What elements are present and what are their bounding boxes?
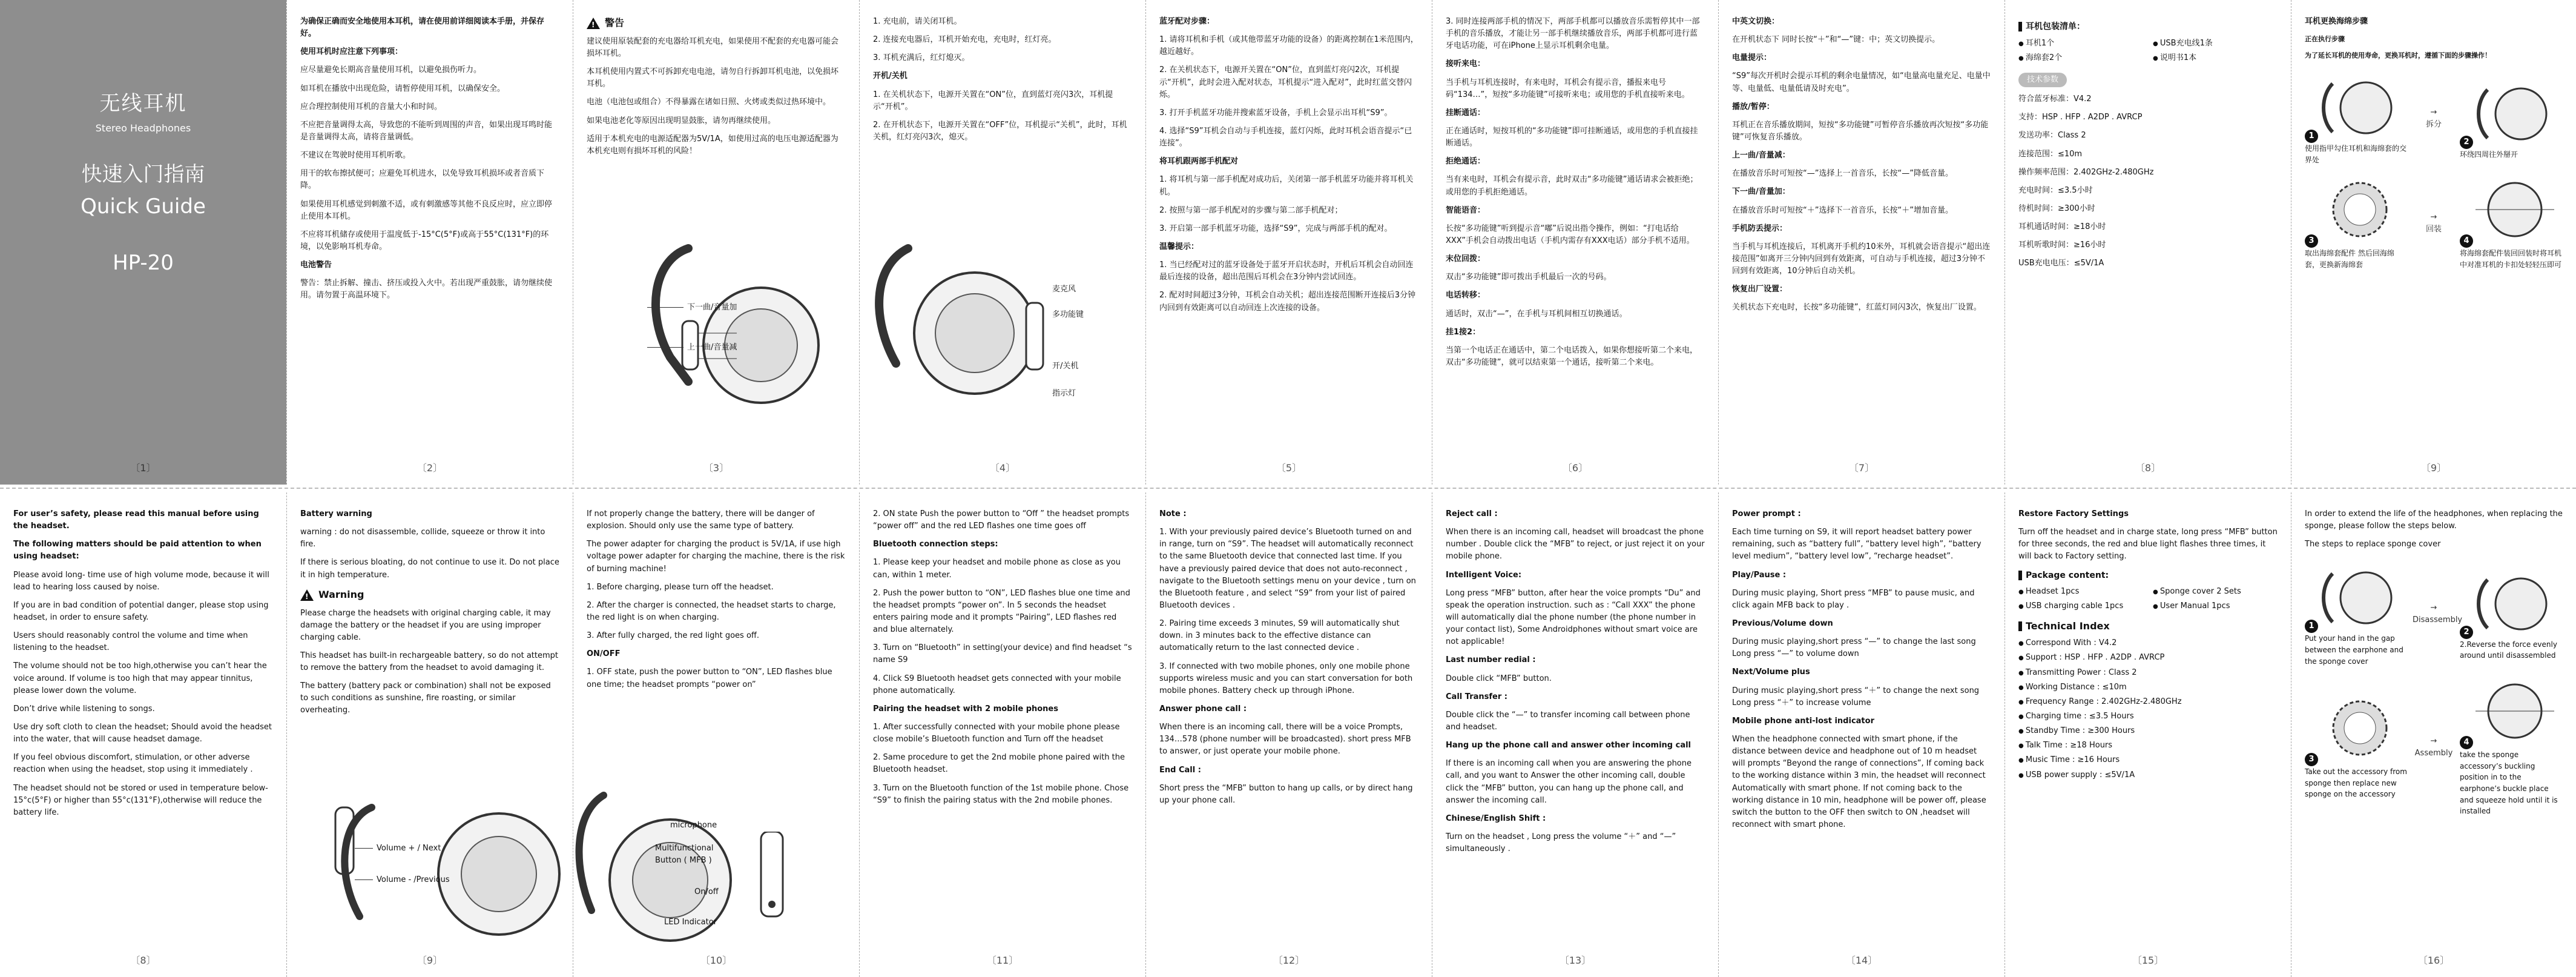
paragraph: 为确保正确而安全地使用本耳机，请在使用前详细阅读本手册，并保存好。 xyxy=(300,17,545,39)
paragraph: Double click the “—” to transfer incoming call between phone and headset. xyxy=(1446,710,1690,732)
paragraph: 3. 开启第一部手机蓝牙功能，选择“S9”，完成与两部手机的配对。 xyxy=(1159,224,1392,233)
label-mfb: Multifunctional Button ( MFB ) xyxy=(655,844,714,866)
spec-item: ● Working Distance : ≤10m xyxy=(2018,681,2278,694)
page-number: 〔9〕 xyxy=(2420,462,2447,474)
page-number: 〔7〕 xyxy=(1848,462,1875,474)
paragraph: 1. OFF state, push the power button to “ON”, LED flashes blue one time; the headset prompts “power on” xyxy=(587,667,832,689)
paragraph: 蓝牙配对步骤： xyxy=(1159,17,1215,26)
paragraph: 2. ON state Push the power button to “Off ” the headset prompts “power off” and the red LED flashes one time goes off xyxy=(873,509,1130,531)
page-number: 〔6〕 xyxy=(1562,462,1589,474)
paragraph: 2. 配对时间超过3分钟，耳机会自动关机；超出连接范围断开连接后3分钟内回到有效距离可以自动回连上次连接的设备。 xyxy=(1159,291,1416,313)
spec-item: 操作频率范围：2.402GHz-2.480GHz xyxy=(2018,167,2154,177)
paragraph: 将耳机跟两部手机配对 xyxy=(1159,157,1239,167)
step-number: 1 xyxy=(2305,620,2318,633)
paragraph: 本耳机使用内置式不可拆卸充电电池，请勿自行拆卸耳机电池，以免损坏耳机。 xyxy=(587,67,839,89)
spec-item: ● Correspond With : V4.2 xyxy=(2018,637,2278,649)
paragraph: 4. Click S9 Bluetooth headset gets connected with your mobile phone automatically. xyxy=(873,674,1121,695)
step-row xyxy=(2305,561,2563,667)
page-number: 〔1〕 xyxy=(130,462,156,474)
spec-item: ● Support : HSP . HFP . A2DP . AVRCP xyxy=(2018,652,2278,664)
panel-en-warning xyxy=(286,492,573,977)
page-number: 〔4〕 xyxy=(989,462,1016,474)
paragraph: 恢复出厂设置： xyxy=(1732,285,1788,294)
paragraph: 长按“多功能键”听到提示音“嘟”后说出指令操作，例如：“打电话给XXX”手机会自动拨出电话（手机内需存有XXX电话）部分手机不适用。 xyxy=(1446,224,1695,245)
spec-item: 耳机听歌时间：≥16小时 xyxy=(2018,240,2106,250)
step-illustration xyxy=(2476,568,2554,634)
paragraph: 如耳机在播放中出现危险，请暂停使用耳机，以确保安全。 xyxy=(300,84,506,93)
arrow-label: Assembly xyxy=(2414,748,2453,758)
spec-item: ● Charging time : ≤3.5 Hours xyxy=(2018,710,2278,723)
paragraph: Power prompt : xyxy=(1732,509,1801,518)
label-mfb: 多功能键 xyxy=(1052,310,1084,319)
paragraph: Don’t drive while listening to songs. xyxy=(13,704,155,714)
paragraph: 1. 充电前，请关闭耳机。 xyxy=(873,17,962,26)
paragraph: For user’s safety, please read this manual before using the headset. xyxy=(13,509,259,531)
list-item: ● Sponge cover 2 Sets xyxy=(2153,586,2278,598)
step-number: 3 xyxy=(2305,753,2318,766)
paragraph: Battery warning xyxy=(300,509,372,518)
step-4 xyxy=(2460,176,2563,270)
spec-item: ● USB power supply : ≤5V/1A xyxy=(2018,769,2278,781)
heading-text: Technical Index xyxy=(2026,620,2110,632)
label-volume-next xyxy=(355,843,441,855)
section-subtitle: 正在执行步骤 xyxy=(2305,35,2345,44)
paragraph: 开机/关机 xyxy=(873,71,908,81)
arrow-label: 回装 xyxy=(2425,225,2442,234)
paragraph: 1. 请将耳机和手机（或其他带蓝牙功能的设备）的距离控制在1米范围内，越近越好。 xyxy=(1159,35,1418,57)
paragraph: 3. After fully charged, the red light goes off. xyxy=(587,631,759,641)
paragraph: 在播放音乐时可短按“＋”选择下一首音乐，长按“＋”增加音量。 xyxy=(1732,205,1953,215)
cover-model: HP-20 xyxy=(113,250,174,275)
spec-list xyxy=(2018,93,2278,270)
paragraph: The following matters should be paid attention to when using headset: xyxy=(13,540,262,561)
page-number: 〔9〕 xyxy=(417,955,443,967)
label-volume-previous xyxy=(355,874,450,886)
paragraph: 下一曲/音量加： xyxy=(1732,187,1790,197)
paragraph: Pairing the headset with 2 mobile phones xyxy=(873,704,1058,714)
step-caption: 使用指甲勾住耳机和海绵套的交界处 xyxy=(2305,144,2407,164)
panel-en-specs xyxy=(2004,492,2291,977)
tech-spec-list xyxy=(2018,637,2278,781)
paragraph: If you are in bad condition of potential danger, please stop using headset, in order to ensure safety. xyxy=(13,600,269,622)
step-illustration xyxy=(2321,561,2399,628)
step-illustration xyxy=(2321,176,2399,243)
paragraph: 1. With your previously paired device’s Bluetooth turned on and in range, turn on “S9”. The headset will automatically reconnect to the same Bluetooth device that connected last time. If you have a previously paired device that does not auto-reconnect , navigate to the Bluetooth settings menu on your device , turn on the Bluetooth feature , and select “S9” from your list of paired Bluetooth devices . xyxy=(1159,528,1416,610)
paragraph: 3. Turn on “Bluetooth” in setting(your device) and find headset “s name S9 xyxy=(873,643,1132,665)
paragraph: The volume should not be too high,otherwise you can’t hear the voice around. If volume is too high that may appear tinnitus, please lower down the volume. xyxy=(13,661,267,695)
paragraph: 1. 当已经配对过的蓝牙设备处于蓝牙开启状态时，开机后耳机会自动回连最后连接的设备，超出范围后耳机会在3分钟内尝试回连。 xyxy=(1159,260,1414,282)
paragraph: Note : xyxy=(1159,509,1187,518)
panel-cn-pairing xyxy=(1145,0,1432,485)
bullet-bar xyxy=(2018,571,2022,580)
paragraph: 1. Please keep your headset and mobile phone as close as you can, within 1 meter. xyxy=(873,558,1121,580)
paragraph: 2. After the charger is connected, the headset starts to charge, the red light is on when charging. xyxy=(587,600,836,622)
reset-text: Turn off the headset and in charge state, long press “MFB” button for three seconds, the red and blue light flashes three times, it will back to Factory setting. xyxy=(2018,528,2278,561)
spec-item: ● Music Time : ≥16 Hours xyxy=(2018,754,2278,766)
page-number: 〔2〕 xyxy=(417,462,443,474)
step-2 xyxy=(2460,568,2563,661)
step-number: 2 xyxy=(2460,626,2473,639)
list-item: ● Headset 1pcs xyxy=(2018,586,2143,598)
paragraph: 上一曲/音量减： xyxy=(1732,151,1790,161)
label-microphone: microphone xyxy=(670,821,717,830)
paragraph: Next/Volume plus xyxy=(1732,667,1810,677)
paragraph: 电量提示： xyxy=(1732,53,1772,63)
step-1 xyxy=(2305,561,2408,667)
cover-guide-cn: 快速入门指南 xyxy=(81,162,205,187)
cover-title-cn: 无线耳机 xyxy=(99,91,187,116)
label-led: LED Indicator xyxy=(664,918,717,927)
paragraph: If you feel obvious discomfort, stimulation, or other adverse reaction when using the headset, stop using it immediately . xyxy=(13,753,253,775)
list-item: ● 耳机1个 xyxy=(2018,38,2143,50)
page-number: 〔10〕 xyxy=(700,955,733,967)
spec-item: 支持：HSP . HFP . A2DP . AVRCP xyxy=(2018,113,2143,122)
warning-title: Warning xyxy=(318,588,364,600)
tech-heading xyxy=(2018,619,2278,634)
step-illustration xyxy=(2321,695,2399,761)
step-number: 4 xyxy=(2460,234,2473,248)
paragraph: 末位回拨： xyxy=(1446,254,1486,264)
page-number: 〔14〕 xyxy=(1845,955,1878,967)
arrow-disassembly: → Disassembly xyxy=(2413,603,2463,625)
paragraph: Answer phone call : xyxy=(1159,704,1247,714)
paragraph: 中英文切换： xyxy=(1732,17,1780,26)
list-item: ● 海绵套2个 xyxy=(2018,52,2143,64)
step-1 xyxy=(2305,71,2408,165)
paragraph: This headset has built-in rechargeable battery, so do not attempt to remove the battery from the headset to avoid damaging it. xyxy=(300,651,558,673)
paragraph: If there is an incoming call when you are answering the phone call, and you want to Answer the other incoming call, double click the “MFB” button, you can hang up the phone call, and answer the incoming call. xyxy=(1446,759,1692,805)
cover-title-en: Stereo Headphones xyxy=(95,122,191,134)
spec-item: ● Transmitting Power : Class 2 xyxy=(2018,667,2278,679)
panel-en-safety xyxy=(0,492,286,977)
page-number: 〔5〕 xyxy=(1276,462,1302,474)
paragraph: 2. 在开机状态下，电源开关置在“OFF”位，耳机提示“关机”，此时，耳机关机，红灯亮闪3次，熄灭。 xyxy=(873,120,1127,142)
section-intro: 为了延长耳机的使用寿命，更换耳机时，遵循下面的步骤操作！ xyxy=(2305,51,2491,60)
label-text: Volume + / Next xyxy=(377,844,441,853)
label-text: 下一曲/音量加 xyxy=(687,303,737,312)
paragraph: If not properly change the battery, there will be danger of explosion. Should only use the same type of battery. xyxy=(587,509,815,531)
label-led: 指示灯 xyxy=(1052,389,1076,398)
step-number: 3 xyxy=(2305,234,2318,248)
arrow-label: 拆分 xyxy=(2425,119,2442,129)
paragraph: Turn on the headset , Long press the volume “＋” and “—” simultaneously . xyxy=(1446,832,1676,854)
paragraph: 如果使用耳机感觉到刺激不适，或有刺激感等其他不良反应时，应立即停止使用本耳机。 xyxy=(300,199,553,221)
paragraph: 1. 将耳机与第一部手机配对成功后，关闭第一部手机蓝牙功能并将耳机关机。 xyxy=(1159,175,1414,197)
paragraph: 当手机与耳机连接时，有来电时，耳机会有提示音，播报来电号码“134…”，短按“多功能键”可接听来电；或用您的手机直接听来电。 xyxy=(1446,78,1690,99)
paragraph: Each time turning on S9, it will report headset battery power remaining, such as “battery full”, “battery level high”, “battery level medium”, “battery level low”, “recharge headset”. xyxy=(1732,528,1981,561)
label-on-off: On/off xyxy=(694,887,719,896)
spec-item: 耳机通话时间：≥18小时 xyxy=(2018,222,2106,232)
spec-badge: 技术参数 xyxy=(2018,73,2067,87)
step-illustration xyxy=(2476,176,2554,243)
paragraph: Long press “MFB” button, after hear the voice prompts “Du” and speak the operation instruction. such as : “Call XXX” the phone will automatically dial the phone number (the phone number in your contact list), Some Androidphones without smart voice are not applicable! xyxy=(1446,588,1701,647)
paragraph: 用干的软布擦拭便可；应避免耳机进水，以免导致耳机损坏或者音质下降。 xyxy=(300,169,545,191)
top-row xyxy=(0,0,2576,485)
paragraph: 使用耳机时应注意下列事项： xyxy=(300,47,403,57)
paragraph: During music playing,short press “＋” to change the next song Long press “＋” to increase volume xyxy=(1732,686,1980,707)
arrow-assemble: → 回装 xyxy=(2425,212,2442,234)
bullet-bar xyxy=(2018,22,2022,31)
list-item: ● USB charging cable 1pcs xyxy=(2018,600,2143,612)
paragraph: The headset should not be stored or used in temperature below-15°c(5°F) or higher than 55°c(131°F),otherwise will reduce the battery life. xyxy=(13,783,268,817)
warning-heading xyxy=(300,588,559,603)
page-number: 〔16〕 xyxy=(2417,955,2450,967)
paragraph: Users should reasonably control the volume and time when listening to the headset. xyxy=(13,631,248,653)
cover-brand xyxy=(0,88,286,279)
list-item: ● USB充电线1条 xyxy=(2153,38,2278,50)
panel-en-notes xyxy=(1145,492,1432,977)
step-4 xyxy=(2460,678,2563,817)
spec-item: USB充电电压：≤5V/1A xyxy=(2018,259,2104,268)
paragraph: 2. 在关机状态下，电源开关置在“ON”位，直到蓝灯亮闪2次，耳机提示“开机”，此时会进入配对状态，耳机提示“进入配对”，此时红蓝交替闪烁。 xyxy=(1159,65,1412,99)
paragraph: 电池警告 xyxy=(300,260,332,270)
step-caption: Put your hand in the gap between the earphone and the sponge cover xyxy=(2305,634,2403,666)
cover-panel xyxy=(0,0,286,485)
paragraph: 关机状态下充电时，长按“多功能键”，红蓝灯同闪3次，恢复出厂设置。 xyxy=(1732,303,1981,313)
paragraph: 应尽量避免长期高音量使用耳机，以避免损伤听力。 xyxy=(300,65,482,75)
paragraph: 通话时，双击“—”，在手机与耳机间相互切换通话。 xyxy=(1446,309,1627,319)
paragraph: When there is an incoming call, there will be a voice Prompts, 134…578 (phone number will be broadcasted). short press MFB to answer, or just operate your mobile phone. xyxy=(1159,723,1411,757)
paragraph: 3. 打开手机蓝牙功能并搜索蓝牙设备，手机上会显示出耳机“S9”。 xyxy=(1159,108,1392,118)
paragraph: 拒绝通话： xyxy=(1446,157,1486,167)
page-number: 〔3〕 xyxy=(703,462,730,474)
heading-text: 耳机包装清单： xyxy=(2026,22,2085,31)
spec-item: ● Frequency Range : 2.402GHz-2.480GHz xyxy=(2018,696,2278,708)
step-illustration xyxy=(2476,678,2554,744)
panel-en-calls xyxy=(1432,492,1718,977)
paragraph: The battery (battery pack or combination) shall not be exposed to such conditions as sunshine, fire roasting, or similar overheating. xyxy=(300,681,551,715)
panel-en-sponge xyxy=(2291,492,2576,977)
section-title: 耳机更换海绵步骤 xyxy=(2305,17,2368,26)
paragraph: Short press the “MFB” button to hang up calls, or by direct hang up your phone call. xyxy=(1159,783,1413,805)
page-number: 〔8〕 xyxy=(130,955,156,967)
paragraph: Mobile phone anti-lost indicator xyxy=(1732,716,1874,726)
paragraph: 适用于本机充电的电源适配器为5V/1A，如使用过高的电压电源适配器为本机充电则有损坏耳机的风险！ xyxy=(587,134,838,156)
paragraph: 在播放音乐时可短按“—”选择上一首音乐，长按“—”降低音量。 xyxy=(1732,169,1953,179)
paragraph: Reject call : xyxy=(1446,509,1498,518)
paragraph: 建议使用原装配套的充电器给耳机充电，如果使用不配套的充电器可能会损坏耳机。 xyxy=(587,36,839,58)
panel-en-charging xyxy=(573,492,859,977)
label-text: 上一曲/音量减 xyxy=(687,343,737,352)
cover-guide-en: Quick Guide xyxy=(81,194,206,219)
paragraph: 如果电池老化等原因出现明显鼓胀，请勿再继续使用。 xyxy=(587,116,776,125)
page-number: 〔15〕 xyxy=(2132,955,2164,967)
paragraph: 接听来电： xyxy=(1446,59,1486,69)
label-power-switch: 开/关机 xyxy=(1052,362,1079,371)
step-3 xyxy=(2305,695,2408,800)
spec-item: 充电时间：≤3.5小时 xyxy=(2018,185,2093,195)
step-caption: 取出海绵套配件 然后回海绵套，更换新海绵套 xyxy=(2305,249,2394,270)
paragraph: Call Transfer : xyxy=(1446,692,1507,701)
paragraph: 2. Pairing time exceeds 3 minutes, S9 will automatically shut down. in 3 minutes back to the effective distance can automatically return to the last connected device . xyxy=(1159,619,1400,653)
paragraph: 当手机与耳机连接后，耳机离开手机约10米外，耳机就会语音提示“超出连接范围”如离开三分钟内回到有效距离，可自动与手机连接，超过3分钟不回到有效距离，10分钟后自动关机。 xyxy=(1732,242,1991,276)
paragraph: Please avoid long- time use of high volume mode, because it will lead to hearing loss caused by noise. xyxy=(13,570,269,592)
paragraph: warning : do not disassemble, collide, squeeze or throw it into fire. xyxy=(300,528,545,549)
package-heading xyxy=(2018,569,2278,583)
paragraph: If there is serious bloating, do not continue to use it. Do not place it in high temperature. xyxy=(300,558,559,580)
step-caption: 将海绵套配件装回回装时将耳机中对准耳机的卡扣处轻轻压即可 xyxy=(2460,249,2562,270)
paragraph: 不应将耳机储存或使用于温度低于-15°C(5°F)或高于55°C(131°F)的环境，以免影响耳机寿命。 xyxy=(300,230,549,251)
step-number: 1 xyxy=(2305,130,2318,143)
paragraph: “S9”每次开机时会提示耳机的剩余电量情况，如“电量高电量充足、电量中等、电量低、电量低请及时充电”。 xyxy=(1732,71,1991,93)
paragraph: Use dry soft cloth to clean the headset; Should avoid the headset into the water, that will cause headset damage. xyxy=(13,722,272,744)
paragraph: 在开机状态下 同时长按“＋”和“—”键：中；英文切换提示。 xyxy=(1732,35,1940,45)
paragraph: Bluetooth connection steps: xyxy=(873,540,998,549)
step-caption: 2.Reverse the force evenly around until disassembled xyxy=(2460,640,2557,660)
fold-line xyxy=(0,488,2576,489)
arrow-disassemble: → 拆分 xyxy=(2425,107,2442,129)
section-intro: In order to extend the life of the headphones, when replacing the sponge, please follow the steps below. xyxy=(2305,509,2563,531)
panel-en-controls xyxy=(1718,492,2004,977)
step-3 xyxy=(2305,176,2408,270)
paragraph: 电池（电池包或组合）不得暴露在诸如日照、火烤或类似过热环境中。 xyxy=(587,98,831,107)
paragraph: 3. If connected with two mobile phones, only one mobile phone supports wireless music and you can start conversation for both mobile phones. Battery check up through iPhone. xyxy=(1159,661,1413,695)
label-text: Volume - /Previous xyxy=(377,875,450,884)
step-caption: 环绕四周往外掰开 xyxy=(2460,150,2518,159)
panel-en-pairing xyxy=(859,492,1145,977)
package-list xyxy=(2018,586,2278,612)
panel-cn-charging xyxy=(859,0,1145,485)
paragraph: When there is an incoming call, headset will broadcast the phone number . Double click the “MFB” to reject, or just reject it on your mobile phone. xyxy=(1446,528,1705,561)
spec-item: 发送功率：Class 2 xyxy=(2018,131,2086,141)
paragraph: 4. 选择“S9”耳机会自动与手机连接，蓝灯闪烁，此时耳机会语音提示“已连接”。 xyxy=(1159,126,1412,148)
paragraph: Double click “MFB” button. xyxy=(1446,674,1552,683)
spec-item: 符合蓝牙标准：V4.2 xyxy=(2018,94,2092,104)
paragraph: The power adapter for charging the product is 5V/1A, if use high voltage power adapter for charging the machine, there is the risk of burning machine! xyxy=(587,540,845,574)
step-illustration xyxy=(2476,78,2554,144)
list-item: ● User Manual 1pcs xyxy=(2153,600,2278,612)
paragraph: 3. 同时连接两部手机的情况下，两部手机都可以播放音乐需暂停其中一部手机的音乐播放，才能让另一部手机继续播放音乐，两部手机都可进行蓝牙电话功能，可在iPhone上显示耳机剩余电量。 xyxy=(1446,17,1700,51)
paragraph: Chinese/English Shift : xyxy=(1446,813,1546,823)
paragraph: 2. 按照与第一部手机配对的步骤与第二部手机配对； xyxy=(1159,205,1343,215)
step-row xyxy=(2305,678,2563,817)
paragraph: 1. Before charging, please turn off the headset. xyxy=(587,582,774,592)
panel-cn-safety xyxy=(286,0,573,485)
paragraph: 智能语音： xyxy=(1446,205,1486,215)
page-number: 〔11〕 xyxy=(986,955,1019,967)
step-caption: take the sponge accessory’s buckling position in to the earphone’s buckle place and squeeze hold until it is installed xyxy=(2460,750,2558,816)
reset-title: Restore Factory Settings xyxy=(2018,509,2129,518)
step-number: 4 xyxy=(2460,736,2473,749)
paragraph: During music playing,short press “—” to change the last song Long press “—” to volume down xyxy=(1732,637,1976,659)
paragraph: 2. Same procedure to get the 2nd mobile phone paired with the Bluetooth headset. xyxy=(873,753,1125,775)
label-next-vol-up xyxy=(647,302,737,314)
spec-item: ● Standby Time : ≥300 Hours xyxy=(2018,725,2278,737)
paragraph: Hang up the phone call and answer other incoming call xyxy=(1446,741,1692,750)
warning-icon xyxy=(587,18,600,29)
paragraph: ON/OFF xyxy=(587,649,621,659)
paragraph: 当第一个电话正在通话中，第二个电话拨入，如果你想接听第二个来电，双击“多功能键”，就可以结束第一个通话，接听第二个来电。 xyxy=(1446,345,1698,367)
paragraph: 2. Push the power button to “ON”, LED flashes blue one time and the headset prompts “power on”. In 5 seconds the headset enters pairing mode and it prompts “Pairing”, LED flashes red and blue alternately. xyxy=(873,588,1130,635)
paragraph: 耳机正在音乐播放期间，短按“多功能键”可暂停音乐播放再次短按“多功能键”可恢复音乐播放。 xyxy=(1732,120,1989,142)
paragraph: 电话转移： xyxy=(1446,291,1486,300)
paragraph: 挂断通话： xyxy=(1446,108,1486,118)
warning-heading xyxy=(587,16,846,31)
heading-text: Package content: xyxy=(2026,570,2109,580)
headset-front-illustration xyxy=(872,224,1066,406)
list-item: ● 说明书1本 xyxy=(2153,52,2278,64)
paragraph: 挂1接2： xyxy=(1446,327,1481,337)
paragraph: 不应把音量调得太高，导致您的不能听到周围的声音，如果出现耳鸣时能是音量调得太高，请将音量调低。 xyxy=(300,120,553,142)
step-illustration xyxy=(2321,71,2399,138)
paragraph: Intelligent Voice: xyxy=(1446,570,1522,580)
step-2 xyxy=(2460,78,2563,161)
paragraph: Play/Pause : xyxy=(1732,570,1787,580)
button-strip-illustration xyxy=(755,832,791,922)
paragraph: Last number redial : xyxy=(1446,655,1536,665)
bullet-bar xyxy=(2018,621,2022,631)
paragraph: 警告：禁止拆解、撞击、挤压或投入火中。若出现严重鼓胀，请勿继续使用。请勿置于高温环境下。 xyxy=(300,279,553,300)
paragraph: During music playing, Short press “MFB” to pause music, and click again MFB back to play . xyxy=(1732,588,1975,610)
step-number: 2 xyxy=(2460,136,2473,149)
paragraph: 2. 连接充电器后，耳机开始充电，充电时，红灯亮。 xyxy=(873,35,1056,45)
paragraph: 手机防丢提示： xyxy=(1732,224,1788,233)
label-microphone: 麦克风 xyxy=(1052,285,1076,294)
panel-cn-controls xyxy=(1718,0,2004,485)
package-list xyxy=(2018,38,2278,64)
paragraph: 3. Turn on the Bluetooth function of the 1st mobile phone. Chose “S9” to finish the pairing status with the 2nd mobile phones. xyxy=(873,783,1129,805)
paragraph: Please charge the headsets with original charging cable, it may damage the battery or the headset if you are using improper charging cable. xyxy=(300,608,551,642)
page-number: 〔13〕 xyxy=(1559,955,1592,967)
warning-title: 警告 xyxy=(605,17,625,28)
headset-side-illustration xyxy=(646,224,858,418)
step-row xyxy=(2305,71,2563,165)
package-heading xyxy=(2018,21,2278,34)
spec-item: 连接范围：≤10m xyxy=(2018,149,2083,159)
paragraph: 温馨提示： xyxy=(1159,242,1199,251)
paragraph: 正在通话时，短按耳机的“多功能键”即可挂断通话，或用您的手机直接挂断通话。 xyxy=(1446,126,1698,148)
paragraph: Previous/Volume down xyxy=(1732,618,1833,628)
paragraph: When the headphone connected with smart phone, if the distance between device and headphone out of 10 m headset will prompts “Beyond the range of connections”, If coming back to the working distance within 3 min, the headset will reconnect Automatically with smart phone. If not coming back to the working distance in 10 min, headphone will be power off, please switch the button to the OFF then switch to ON ,headset will reconnect with smart phone. xyxy=(1732,734,1986,829)
paragraph: 双击“多功能键”即可拨出手机最后一次的号码。 xyxy=(1446,273,1612,282)
paragraph: 当有来电时，耳机会有提示音，此时双击“多功能键”通话请求会被拒绝；或用您的手机拒绝通话。 xyxy=(1446,175,1698,197)
spec-item: 待机时间：≥300小时 xyxy=(2018,204,2095,213)
section-subtitle: The steps to replace sponge cover xyxy=(2305,540,2441,549)
page-number: 〔8〕 xyxy=(2135,462,2161,474)
label-prev-vol-down xyxy=(647,342,737,354)
panel-cn-warning xyxy=(573,0,859,485)
paragraph: 应合理控制使用耳机的音量大小和时间。 xyxy=(300,102,443,111)
arrow-assembly: → Assembly xyxy=(2414,736,2453,758)
paragraph: 不建议在驾驶时使用耳机听歌。 xyxy=(300,151,411,161)
paragraph: 播放/暂停： xyxy=(1732,102,1774,111)
spec-item: ● Talk Time : ≥18 Hours xyxy=(2018,740,2278,752)
page-number: 〔12〕 xyxy=(1273,955,1305,967)
step-caption: Take out the accessory from sponge then replace new sponge on the accessory xyxy=(2305,767,2407,799)
arrow-label: Disassembly xyxy=(2413,615,2463,625)
paragraph: 3. 耳机充满后，红灯熄灭。 xyxy=(873,53,970,63)
paragraph: 1. 在关机状态下，电源开关置在“ON”位，直到蓝灯亮闪3次，耳机提示“开机”。 xyxy=(873,90,1113,111)
step-row xyxy=(2305,176,2563,270)
panel-cn-specs xyxy=(2004,0,2291,485)
panel-cn-calls xyxy=(1432,0,1718,485)
warning-icon xyxy=(300,589,314,601)
paragraph: End Call : xyxy=(1159,765,1201,775)
panel-cn-sponge xyxy=(2291,0,2576,485)
paragraph: 1. After successfully connected with your mobile phone please close mobile’s Bluetooth function and Turn off the headset xyxy=(873,722,1120,744)
bottom-row xyxy=(0,492,2576,977)
